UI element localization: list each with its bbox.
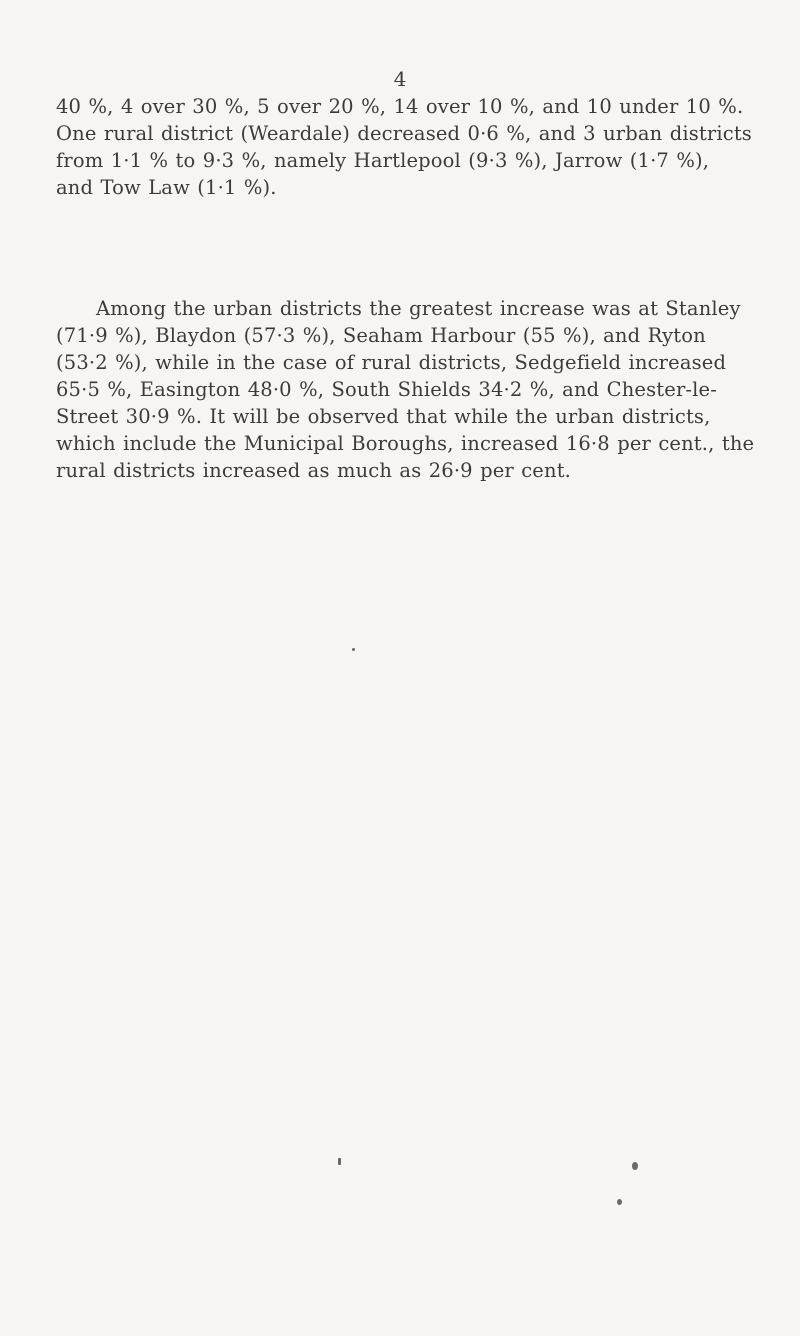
page-number: 4	[393, 67, 407, 91]
text-line: which include the Municipal Boroughs, increased 16·8 per cent., the	[56, 432, 755, 455]
text-line: Street 30·9 %. It will be observed that while the urban districts,	[56, 405, 711, 428]
text-line: Among the urban districts the greatest increase was at Stanley	[96, 297, 741, 320]
text-line: (71·9 %), Blaydon (57·3 %), Seaham Harbour (55 %), and Ryton	[56, 324, 706, 347]
text-line: (53·2 %), while in the case of rural districts, Sedgefield increased	[56, 351, 727, 374]
paper-speck	[338, 1158, 341, 1165]
text-line: One rural district (Weardale) decreased 0·6 %, and 3 urban districts	[56, 122, 752, 145]
paper-speck	[632, 1162, 638, 1170]
text-line: 65·5 %, Easington 48·0 %, South Shields 34·2 %, and Chester-le-	[56, 378, 717, 401]
paragraph-1	[56, 93, 756, 201]
text-line: from 1·1 % to 9·3 %, namely Hartlepool (9·3 %), Jarrow (1·7 %),	[56, 149, 710, 172]
text-line: rural districts increased as much as 26·9 per cent.	[56, 459, 572, 482]
paragraph-2	[56, 295, 756, 484]
text-line: and Tow Law (1·1 %).	[56, 176, 277, 199]
paper-speck	[352, 648, 355, 651]
paper-speck	[617, 1199, 622, 1205]
text-line: 40 %, 4 over 30 %, 5 over 20 %, 14 over 10 %, and 10 under 10 %.	[56, 95, 744, 118]
